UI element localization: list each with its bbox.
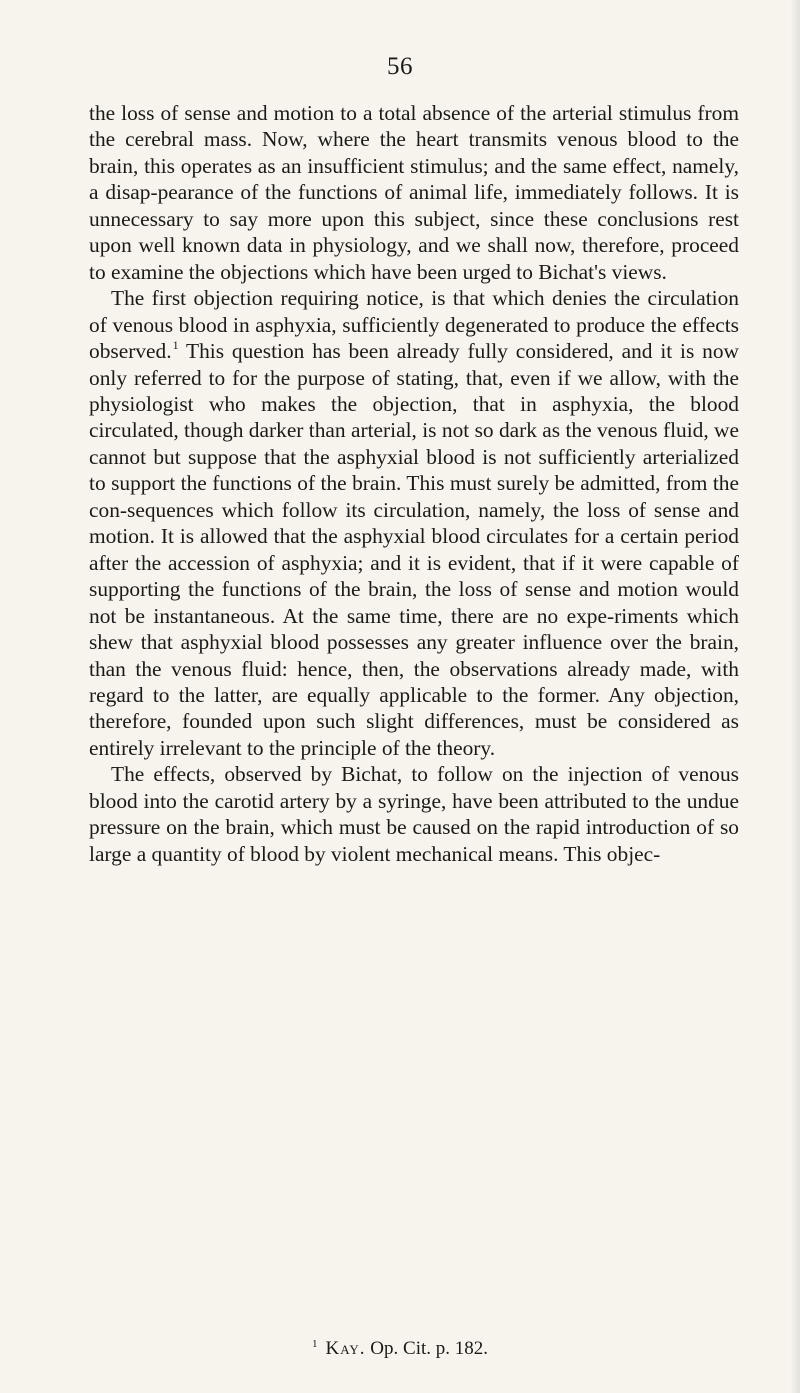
body-text (89, 100, 739, 867)
footnote (0, 1332, 800, 1361)
footnote-reference-mark: 1 (172, 338, 179, 353)
page-number: 56 (387, 53, 413, 80)
paragraph-3-text: The effects, observed by Bichat, to follow on the injection of venous blood into the carotid artery by a syringe, have been attributed to the undue pressure on the brain, which must be caused on the rapid introduction of so large a quantity of blood by violent mechanical means. This objec- (89, 762, 739, 866)
footnote-mark: 1 (311, 1338, 318, 1350)
footnote-author: Kay. (325, 1338, 366, 1359)
paragraph-1 (89, 100, 739, 285)
paragraph-3 (89, 761, 739, 867)
paragraph-1-text: the loss of sense and motion to a total absence of the arterial stimulus from the cerebral mass. Now, where the heart transmits venous blood to the brain, this operates as an insufficient stimulus; and the same effect, namely, a disap-pearance of the functions of animal life, immediately follows. It is unnecessary to say more upon this subject, since these conclusions rest upon well known data in physiology, and we shall now, therefore, proceed to examine the objections which have been urged to Bichat's views. (89, 101, 739, 284)
page-edge-shadow (790, 0, 800, 1393)
footnote-citation: Op. Cit. p. 182. (370, 1338, 488, 1359)
paragraph-2-text-end: This question has been already fully considered, and it is now only referred to for the purpose of stating, that, even if we allow, with the physiologist who makes the objection, that in asphyxia, the blood circulated, though darker than arterial, is not so dark as the venous fluid, we cannot but suppose that the asphyxial blood is not sufficiently arterialized to support the functions of the brain. This must surely be admitted, from the con-sequences which follow its circulation, namely, the loss of sense and motion. It is allowed that the asphyxial blood circulates for a certain period after the accession of asphyxia; and it is evident, that if it were capable of supporting the functions of the brain, the loss of sense and motion would not be instantaneous. At the same time, there are no expe-riments which shew that asphyxial blood possesses any greater influence over the brain, than the venous fluid: hence, then, the observations already made, with regard to the latter, are equally applicable to the former. Any objection, therefore, founded upon such slight differences, must be considered as entirely irrelevant to the principle of the theory. (89, 339, 739, 760)
paragraph-2 (89, 285, 739, 761)
paragraph-2-text-start: The first objection requiring notice, is that which denies the circulation of venous blood in asphyxia, sufficiently degenerated to produce the effects observed. (89, 286, 739, 364)
